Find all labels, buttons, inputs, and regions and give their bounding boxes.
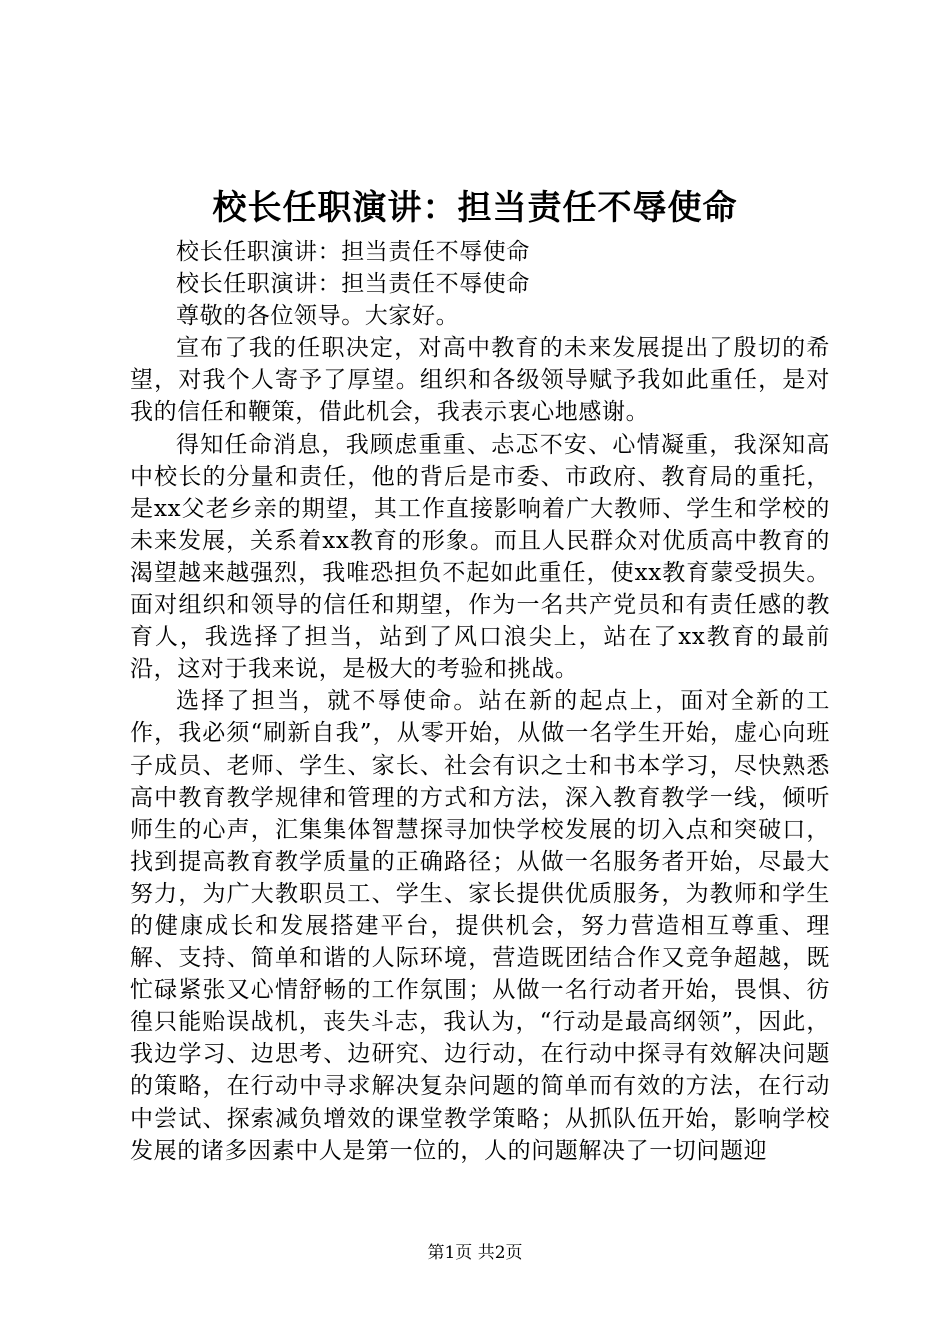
paragraph: 校长任职演讲：担当责任不辱使命 xyxy=(176,239,530,265)
document-body xyxy=(130,236,830,1167)
paragraph: 校长任职演讲：担当责任不辱使命 xyxy=(176,271,530,298)
paragraph: 宣布了我的任职决定，对高中教育的未来发展提出了殷切的希望，对我个人寄予了厚望。组织和各级领导赋予我如此重任，是对我的信任和鞭策，借此机会，我表示衷心地感谢。 xyxy=(130,335,830,426)
paragraph: 选择了担当，就不辱使命。站在新的起点上，面对全新的工作，我必须“刷新自我”，从零开始，从做一名学生开始，虚心向班子成员、老师、学生、家长、社会有识之士和书本学习，尽快熟悉高中教育教学规律和管理的方式和方法，深入教育教学一线，倾听师生的心声，汇集集体智慧探寻加快学校发展的切入点和突破口，找到提高教育教学质量的正确路径；从做一名服务者开始，尽最大努力，为广大教职员工、学生、家长提供优质服务，为教师和学生的健康成长和发展搭建平台，提供机会，努力营造相互尊重、理解、支持、简单和谐的人际环境，营造既团结合作又竞争超越，既忙碌紧张又心情舒畅的工作氛围；从做一名行动者开始，畏惧、彷徨只能贻误战机，丧失斗志，我认为，“行动是最高纲领”，因此，我边学习、边思考、边研究、边行动，在行动中探寻有效解决问题的策略，在行动中寻求解决复杂问题的简单而有效的方法，在行动中尝试、探索减负增效的课堂教学策略；从抓队伍开始，影响学校发展的诸多因素中人是第一位的，人的问题解决了一切问题迎 xyxy=(130,688,830,1164)
paragraph: 尊敬的各位领导。大家好。 xyxy=(176,303,460,330)
page-footer: 第1页 共2页 xyxy=(427,1243,523,1263)
paragraph: 得知任命消息，我顾虑重重、忐忑不安、心情凝重，我深知高中校长的分量和责任，他的背后是市委、市政府、教育局的重托，是xx父老乡亲的期望，其工作直接影响着广大教师、学生和学校的未来发展，关系着xx教育的形象。而且人民群众对优质高中教育的渴望越来越强烈，我唯恐担负不起如此重任，使xx教育蒙受损失。面对组织和领导的信任和期望，作为一名共产党员和有责任感的教育人，我选择了担当，站到了风口浪尖上，站在了xx教育的最前沿，这对于我来说，是极大的考验和挑战。 xyxy=(130,431,830,683)
page-title: 校长任职演讲：担当责任不辱使命 xyxy=(212,188,738,228)
